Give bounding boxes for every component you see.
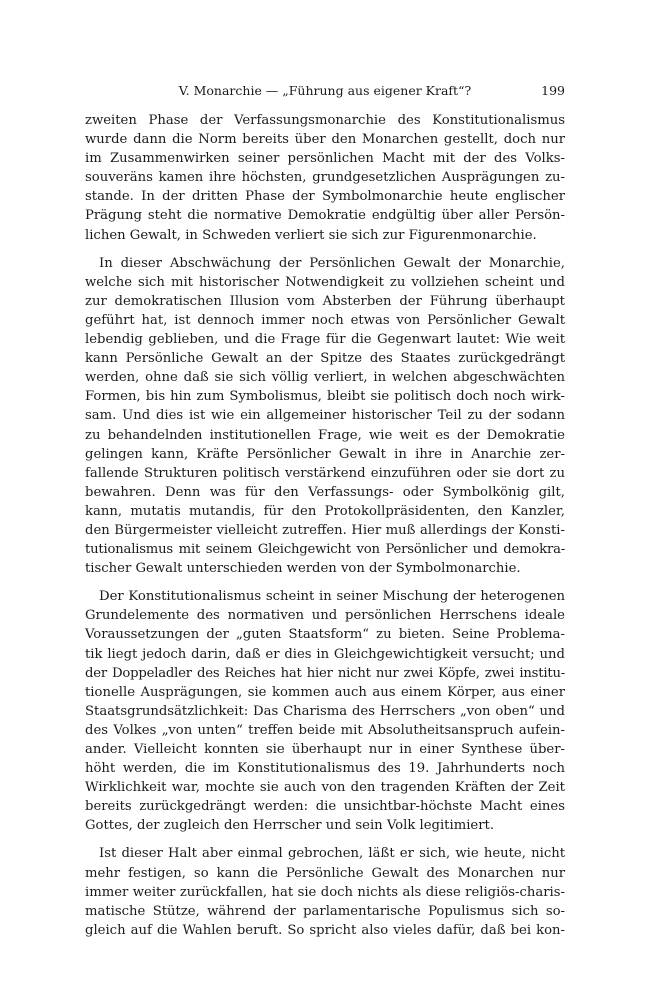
text-line: ander. Vielleicht konnten sie überhaupt nur in einer Synthese über- [85, 742, 565, 757]
text-line: höht werden, die im Konstitutionalismus des 19. Jahrhunderts noch [85, 761, 565, 777]
text-line: tutionalismus mit seinem Gleichgewicht von Persönlicher und demokra- [85, 542, 565, 558]
text-line: werden, ohne daß sie sich völlig verliert, in welchen abgeschwächten [85, 370, 565, 386]
page-number: 199 [541, 83, 565, 98]
text-line: zur demokratischen Illusion vom Absterben der Führung überhaupt [85, 293, 565, 309]
text-line: Grundelemente des normativen und persönlichen Herrschens ideale [85, 608, 565, 624]
text-line: souveräns kamen ihre höchsten, grundgesetzlichen Ausprägungen zu- [85, 170, 565, 186]
text-line: mehr festigen, so kann die Persönliche Gewalt des Monarchen nur [85, 865, 565, 881]
text-line: lichen Gewalt, in Schweden verliert sie sich zur Figurenmonarchie. [85, 227, 537, 243]
text-line: matische Stütze, während der parlamentarische Populismus sich so- [85, 903, 565, 919]
text-line: kann, mutatis mutandis, für den Protokollpräsidenten, den Kanzler, [85, 503, 565, 519]
paragraph-1 [85, 111, 565, 245]
text-line: Prägung steht die normative Demokratie endgültig über aller Persön- [85, 208, 565, 224]
paragraph-2 [85, 254, 565, 579]
text-line: im Zusammenwirken seiner persönlichen Macht mit der des Volks- [85, 151, 565, 167]
text-line: Der Konstitutionalismus scheint in seiner Mischung der heterogenen [99, 589, 565, 605]
text-line: tik liegt jedoch darin, daß er dies in Gleichgewichtigkeit versucht; und [85, 646, 565, 662]
text-line: Voraussetzungen der „guten Staatsform“ zu bieten. Seine Problema- [85, 627, 565, 643]
paragraph-4 [85, 844, 565, 939]
text-line: zweiten Phase der Verfassungsmonarchie des Konstitutionalismus [85, 113, 565, 128]
text-line: Ist dieser Halt aber einmal gebrochen, läßt er sich, wie heute, nicht [99, 846, 565, 862]
text-line: gleich auf die Wahlen beruft. So spricht also vieles dafür, daß bei kon- [85, 922, 565, 938]
text-line: gelingen kann, Kräfte Persönlicher Gewalt in ihre in Anarchie zer- [85, 446, 565, 462]
text-line: stande. In der dritten Phase der Symbolmonarchie heute englischer [85, 189, 565, 205]
text-line: kann Persönliche Gewalt an der Spitze des Staates zurückgedrängt [85, 351, 565, 367]
text-line: der Doppeladler des Reiches hat hier nicht nur zwei Köpfe, zwei institu- [85, 665, 565, 681]
text-line: fallende Strukturen politisch verstärkend einzuführen oder sie dort zu [85, 465, 565, 481]
text-line: bereits zurückgedrängt werden: die unsichtbar-höchste Macht eines [85, 799, 565, 815]
text-line: Staatsgrundsätzlichkeit: Das Charisma des Herrschers „von oben“ und [85, 703, 565, 719]
text-line: bewahren. Denn was für den Verfassungs- oder Symbolkönig gilt, [85, 484, 565, 500]
text-line: zu behandelnden institutionellen Frage, wie weit es der Demokratie [85, 427, 565, 443]
running-head [85, 83, 565, 101]
text-line: den Bürgermeister vielleicht zutreffen. Hier muß allerdings der Konsti- [85, 522, 565, 538]
text-line: des Volkes „von unten“ treffen beide mit Absolutheitsanspruch aufein- [85, 722, 565, 738]
text-line: geführt hat, ist dennoch immer noch etwas von Persönlicher Gewalt [85, 312, 565, 328]
text-line: tionelle Ausprägungen, sie kommen auch aus einem Körper, aus einer [85, 684, 565, 700]
text-line: Wirklichkeit war, mochte sie auch von den tragenden Kräften der Zeit [85, 780, 565, 796]
text-line: immer weiter zurückfallen, hat sie doch nichts als diese religiös-charis- [85, 884, 565, 900]
chapter-title: V. Monarchie — „Führung aus eigener Kraft“? [178, 83, 472, 98]
body-text [85, 111, 565, 940]
text-line: In dieser Abschwächung der Persönlichen Gewalt der Monarchie, [99, 255, 565, 271]
text-line: lebendig geblieben, und die Frage für die Gegenwart lautet: Wie weit [85, 332, 565, 348]
paragraph-3 [85, 587, 565, 835]
text-line: Gottes, der zugleich den Herrscher und sein Volk legitimiert. [85, 818, 495, 834]
text-line: tischer Gewalt unterschieden werden von der Symbolmonarchie. [85, 561, 521, 577]
text-line: Formen, bis hin zum Symbolismus, bleibt sie politisch doch noch wirk- [85, 389, 565, 405]
text-line: welche sich mit historischer Notwendigkeit zu vollziehen scheint und [85, 274, 565, 290]
text-line: sam. Und dies ist wie ein allgemeiner historischer Teil zu der sodann [85, 408, 565, 424]
text-line: wurde dann die Norm bereits über den Monarchen gestellt, doch nur [85, 132, 565, 148]
